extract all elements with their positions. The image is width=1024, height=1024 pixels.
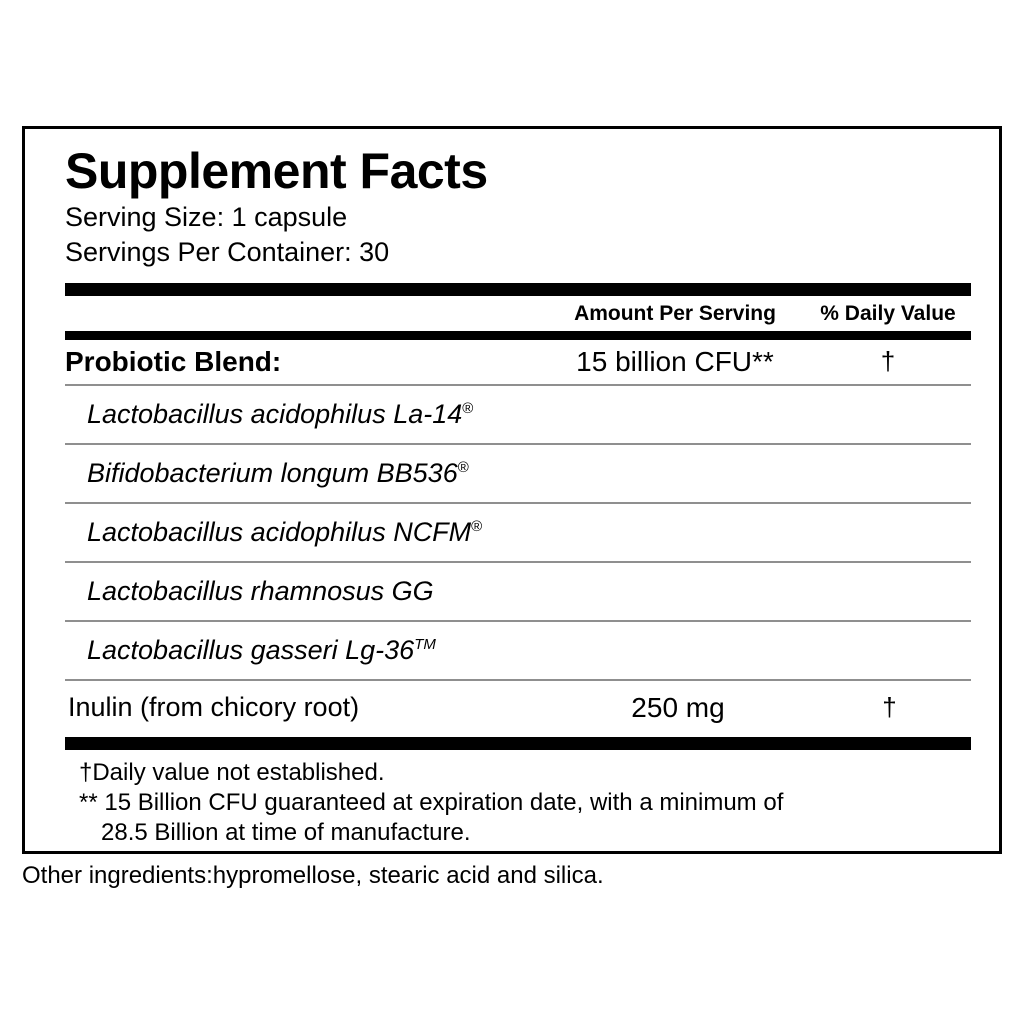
row-name: Inulin (from chicory root) [68, 692, 360, 723]
row-name-text: Lactobacillus acidophilus NCFM [87, 516, 472, 547]
registered-trademark-icon: ® [462, 399, 474, 417]
row-name-text: Lactobacillus gasseri Lg-36 [87, 634, 415, 665]
footnotes [65, 750, 971, 849]
row-name-text: Lactobacillus acidophilus La-14 [87, 398, 463, 429]
registered-trademark-icon: ® [471, 517, 483, 535]
servings-per-container-text: Servings Per Container: 30 [65, 237, 390, 268]
row-name [65, 517, 971, 548]
row-daily-value: † [882, 692, 897, 723]
column-header-daily-value: % Daily Value [820, 301, 956, 325]
table-row [65, 340, 971, 384]
table-row [65, 445, 971, 502]
supplement-facts-panel [22, 126, 1002, 854]
table-column-headers [65, 296, 971, 331]
page-title: Supplement Facts [65, 143, 488, 199]
table-row [65, 504, 971, 561]
row-name: Probiotic Blend: [65, 345, 282, 377]
registered-trademark-icon: ® [457, 458, 469, 476]
row-amount: 15 billion CFU** [576, 345, 774, 377]
other-ingredients-text: Other ingredients:hypromellose, stearic acid and silica. [22, 862, 604, 889]
table-row [65, 622, 971, 679]
row-daily-value: † [880, 346, 896, 377]
footnote-cfu-line1: ** 15 Billion CFU guaranteed at expiration date, with a minimum of [79, 788, 784, 816]
row-name-text: Bifidobacterium longum BB536 [87, 457, 458, 488]
table-row [65, 563, 971, 620]
row-name [65, 635, 971, 666]
serving-size-text: Serving Size: 1 capsule [65, 201, 348, 232]
supplement-facts-content [65, 145, 971, 848]
row-amount: 250 mg [631, 691, 725, 723]
table-row [65, 386, 971, 443]
divider-thick-top [65, 283, 971, 296]
footnote-cfu-line2: 28.5 Billion at time of manufacture. [101, 819, 471, 847]
trademark-icon: TM [414, 635, 436, 653]
row-name [65, 458, 971, 489]
row-name-text: Lactobacillus rhamnosus GG [87, 575, 434, 606]
divider-thick-bottom [65, 737, 971, 750]
row-name [65, 576, 971, 607]
divider-medium [65, 331, 971, 340]
table-row [65, 681, 971, 735]
footnote-daily-value: †Daily value not established. [79, 758, 385, 786]
column-header-amount: Amount Per Serving [574, 301, 776, 325]
row-name [65, 399, 971, 430]
